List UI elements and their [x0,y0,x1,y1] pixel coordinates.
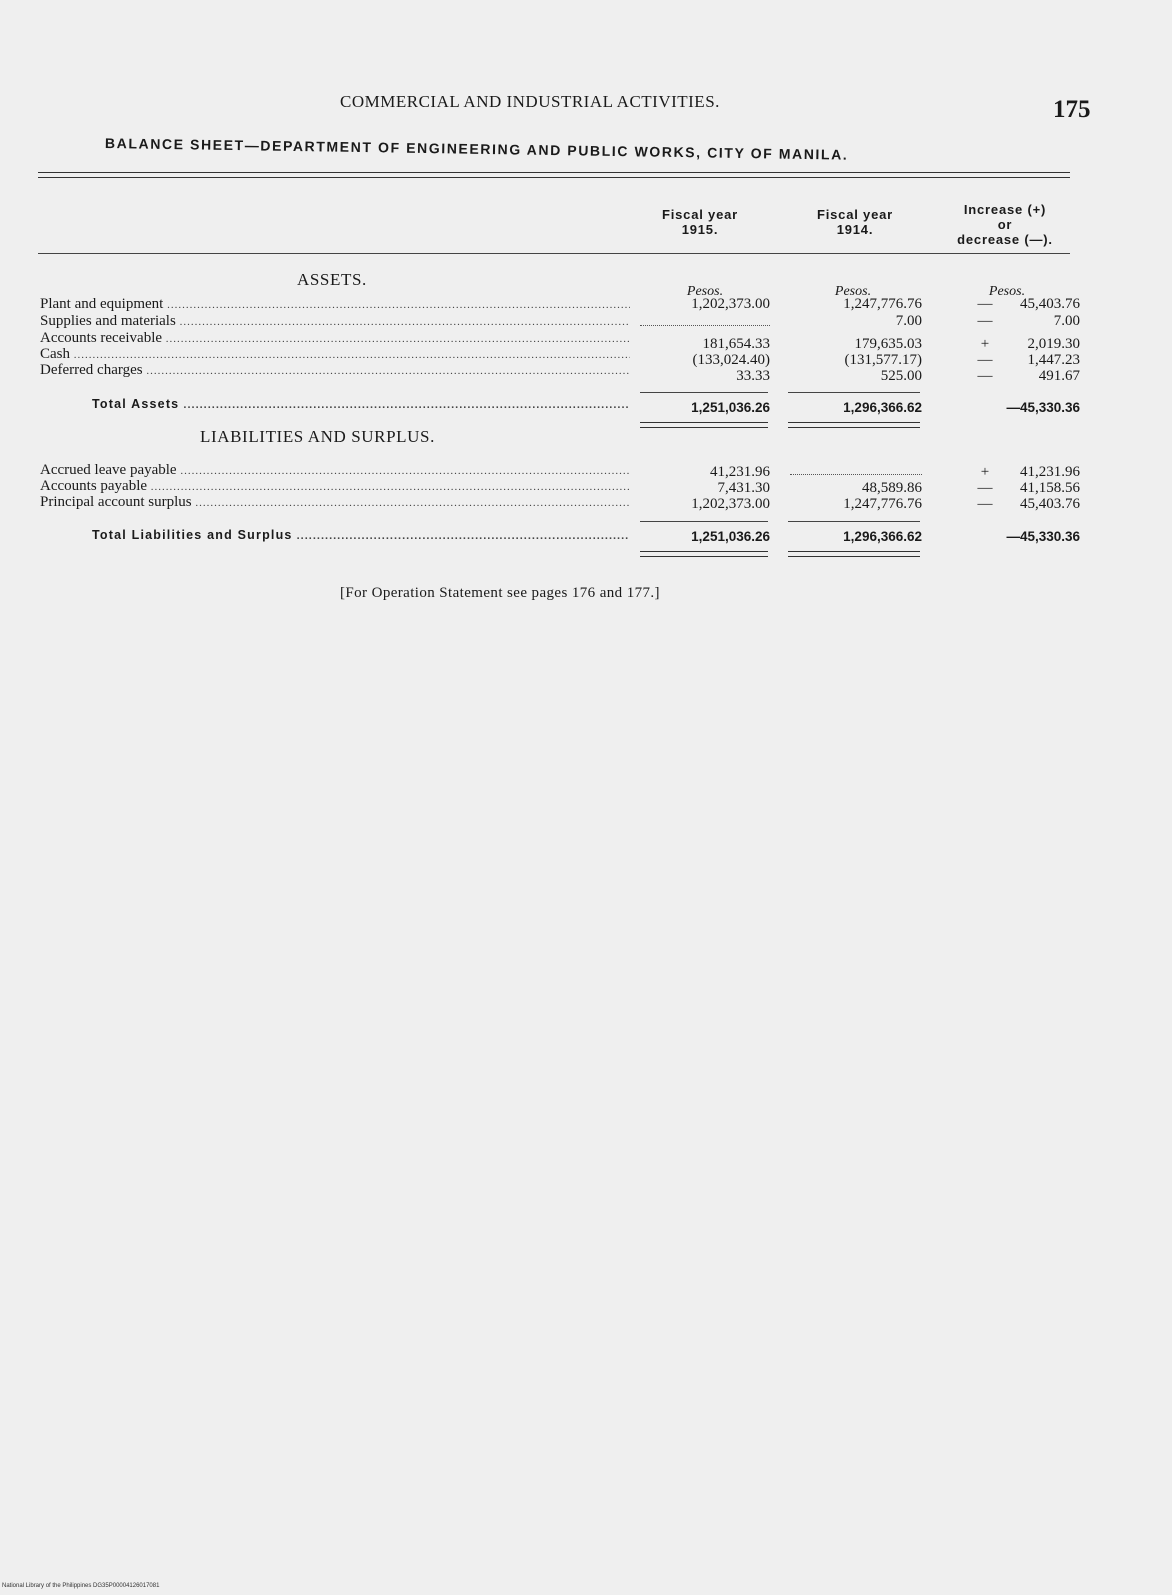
column-head-fy1914 [795,207,915,237]
table-row [40,330,1090,352]
value-change: 45,403.76 [1020,496,1080,512]
total-fy1914: 1,296,366.62 [843,400,922,415]
change-sign: — [977,368,993,384]
assets-total-double-rule-fy1915 [640,422,768,428]
column-head-change-line1: Increase (+) [963,202,1047,217]
value-fy1914: 525.00 [880,368,922,384]
empty-cell-dots [790,474,922,475]
row-label: Accrued leave payable ..... [40,462,630,479]
row-label: Principal account surplus ..... [40,494,630,511]
total-row [40,396,1090,415]
value-fy1914: 1,247,776.76 [843,296,922,312]
value-fy1915: 33.33 [736,368,770,384]
running-head: COMMERCIAL AND INDUSTRIAL ACTIVITIES. [340,92,720,111]
value-change: 491.67 [1038,368,1080,384]
header-bottom-rule [38,253,1070,254]
value-change: 1,447.23 [1027,352,1080,368]
liabilities-subtotal-rule-fy1914 [788,521,920,522]
value-fy1914: (131,577.17) [844,352,922,368]
table-row [40,494,1090,510]
unit-label-change: Pesos. [988,284,1026,299]
column-head-change-line3: decrease (—). [957,232,1053,247]
total-change: —45,330.36 [1006,400,1080,415]
total-label: Total Liabilities and Surplus ..... [40,527,630,544]
liabilities-total-double-rule-fy1914 [788,551,920,557]
column-head-fy1915-line1: Fiscal year [661,207,738,222]
value-fy1915: 181,654.33 [702,336,770,352]
unit-label-fy1915: Pesos. [686,284,724,299]
row-label: Accounts receivable ..... [40,330,630,347]
value-fy1915: (133,024.40) [692,352,770,368]
row-label: Accounts payable ..... [40,478,630,495]
assets-subtotal-rule-fy1914 [788,392,920,393]
change-sign: — [977,296,993,312]
value-fy1914: 179,635.03 [854,336,922,352]
row-label: Plant and equipment ..... [40,296,630,313]
table-row [40,296,1090,312]
column-head-change [940,202,1070,247]
top-rule [38,172,1070,173]
value-fy1914: 7.00 [895,313,922,329]
liabilities-heading: LIABILITIES AND SURPLUS. [200,427,435,446]
change-sign: + [980,464,990,480]
scan-imprint: National Library of the Philippines DG35P00004126017081 [2,1583,160,1589]
total-fy1915: 1,251,036.26 [691,400,770,415]
change-sign: — [977,313,993,329]
row-label: Deferred charges ..... [40,362,630,379]
change-sign: — [977,496,993,512]
unit-label-fy1914: Pesos. [834,284,872,299]
column-head-fy1914-line2: 1914. [836,222,874,237]
row-label: Cash ..... [40,346,630,363]
value-fy1915: 1,202,373.00 [691,296,770,312]
value-fy1915: 41,231.96 [710,464,770,480]
empty-cell-dots [640,325,770,326]
assets-subtotal-rule-fy1915 [640,392,768,393]
total-change: —45,330.36 [1006,529,1080,544]
total-fy1915: 1,251,036.26 [691,529,770,544]
liabilities-subtotal-rule-fy1915 [640,521,768,522]
value-change: 45,403.76 [1020,296,1080,312]
value-change: 41,231.96 [1020,464,1080,480]
column-head-fy1915 [640,207,760,237]
change-sign: + [980,336,990,352]
change-sign: — [977,352,993,368]
page-number: 175 [1053,96,1091,123]
table-row [40,362,1090,384]
column-head-fy1914-line1: Fiscal year [816,207,893,222]
total-row [40,527,1090,543]
value-change: 41,158.56 [1020,480,1080,496]
top-rule-second [38,177,1070,178]
footnote: [For Operation Statement see pages 176 and 177.] [340,585,660,601]
total-label: Total Assets ..... [40,396,630,413]
value-fy1915: 1,202,373.00 [691,496,770,512]
value-change: 2,019.30 [1027,336,1080,352]
table-title: BALANCE SHEET—DEPARTMENT OF ENGINEERING AND PUBLIC WORKS, CITY OF MANILA. [104,135,849,163]
total-fy1914: 1,296,366.62 [843,529,922,544]
table-row [40,346,1090,368]
table-row [40,462,1090,478]
table-row [40,313,1090,329]
table-row [40,478,1090,494]
row-label: Supplies and materials ..... [40,313,630,330]
column-head-change-line2: or [997,217,1013,232]
assets-heading: ASSETS. [297,270,367,289]
assets-total-double-rule-fy1914 [788,422,920,428]
column-head-fy1915-line2: 1915. [681,222,719,237]
value-fy1914: 48,589.86 [862,480,922,496]
change-sign: — [977,480,993,496]
value-fy1915: 7,431.30 [717,480,770,496]
liabilities-total-double-rule-fy1915 [640,551,768,557]
value-fy1914: 1,247,776.76 [843,496,922,512]
value-change: 7.00 [1053,313,1080,329]
